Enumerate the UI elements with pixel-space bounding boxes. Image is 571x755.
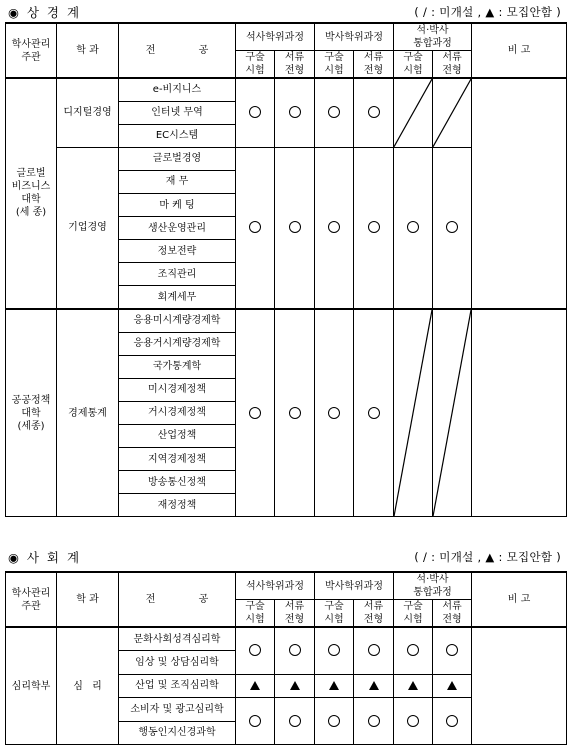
header-docs: 서류 전형 bbox=[275, 51, 315, 79]
triangle-mark-icon bbox=[369, 681, 379, 690]
mark-cell bbox=[354, 147, 394, 309]
mark-cell bbox=[236, 674, 275, 698]
mark-cell bbox=[394, 147, 433, 309]
slash-mark-icon bbox=[394, 310, 432, 516]
circle-mark-icon bbox=[368, 221, 380, 233]
major-cell: 문화사회성격심리학 bbox=[119, 627, 236, 651]
header-remarks: 비 고 bbox=[472, 23, 567, 78]
mark-cell bbox=[236, 309, 275, 517]
header-docs: 서류 전형 bbox=[354, 600, 394, 628]
mark-cell bbox=[236, 627, 275, 674]
major-cell: 산업 및 조직심리학 bbox=[119, 674, 236, 698]
mark-cell bbox=[354, 309, 394, 517]
dept-cell: 디지털경영 bbox=[57, 78, 119, 147]
circle-mark-icon bbox=[368, 407, 380, 419]
mark-cell bbox=[394, 674, 433, 698]
circle-mark-icon bbox=[289, 715, 301, 727]
header-oral: 구술 시험 bbox=[394, 600, 433, 628]
major-cell: 조직관리 bbox=[119, 263, 236, 286]
remarks-cell bbox=[472, 78, 567, 309]
mark-cell bbox=[315, 78, 354, 147]
org-cell: 공공정책 대학 (세종) bbox=[6, 309, 57, 517]
mark-cell bbox=[315, 674, 354, 698]
header-oral: 구술 시험 bbox=[315, 600, 354, 628]
major-cell: 마 케 팅 bbox=[119, 193, 236, 216]
header-dept: 학 과 bbox=[57, 23, 119, 78]
major-cell: 정보전략 bbox=[119, 240, 236, 263]
mark-cell bbox=[275, 78, 315, 147]
circle-mark-icon bbox=[328, 407, 340, 419]
mark-cell bbox=[354, 627, 394, 674]
org-cell: 글로벌 비즈니스 대학 (세 종) bbox=[6, 78, 57, 309]
header-oral: 구술 시험 bbox=[236, 600, 275, 628]
mark-cell bbox=[315, 147, 354, 309]
header-oral: 구술 시험 bbox=[315, 51, 354, 79]
triangle-mark-icon bbox=[447, 681, 457, 690]
header-org: 학사관리 주관 bbox=[6, 23, 57, 78]
mark-cell bbox=[433, 78, 472, 147]
circle-mark-icon bbox=[328, 106, 340, 118]
social-table bbox=[5, 571, 567, 745]
major-cell: 방송통신정책 bbox=[119, 471, 236, 494]
table-row bbox=[6, 309, 567, 332]
mark-cell bbox=[433, 674, 472, 698]
major-cell: EC시스템 bbox=[119, 124, 236, 147]
header-oral: 구술 시험 bbox=[394, 51, 433, 79]
header-masters: 석사학위과정 bbox=[236, 23, 315, 51]
mark-cell bbox=[354, 698, 394, 745]
major-cell: e-비지니스 bbox=[119, 78, 236, 101]
header-row bbox=[6, 572, 567, 600]
major-cell: 미시경제정책 bbox=[119, 378, 236, 401]
major-cell: 글로벌경영 bbox=[119, 147, 236, 170]
org-cell: 심리학부 bbox=[6, 627, 57, 745]
circle-mark-icon bbox=[328, 715, 340, 727]
section-title-commerce: ◉ 상 경 계 bbox=[8, 5, 82, 20]
header-major: 전 공 bbox=[119, 23, 236, 78]
circle-mark-icon bbox=[289, 106, 301, 118]
circle-mark-icon bbox=[407, 644, 419, 656]
header-combined: 석·박사 통합과정 bbox=[394, 23, 472, 51]
triangle-mark-icon bbox=[329, 681, 339, 690]
circle-mark-icon bbox=[368, 106, 380, 118]
slash-mark-icon bbox=[433, 310, 471, 516]
triangle-mark-icon bbox=[290, 681, 300, 690]
circle-mark-icon bbox=[249, 644, 261, 656]
mark-cell bbox=[354, 78, 394, 147]
circle-mark-icon bbox=[249, 715, 261, 727]
circle-mark-icon bbox=[407, 715, 419, 727]
mark-cell bbox=[433, 698, 472, 745]
mark-cell bbox=[315, 698, 354, 745]
commerce-table bbox=[5, 22, 567, 517]
triangle-mark-icon bbox=[408, 681, 418, 690]
major-cell: 회계세무 bbox=[119, 286, 236, 309]
circle-mark-icon bbox=[446, 715, 458, 727]
mark-cell bbox=[433, 627, 472, 674]
dept-cell: 경제통계 bbox=[57, 309, 119, 517]
mark-cell bbox=[275, 147, 315, 309]
remarks-cell bbox=[472, 309, 567, 517]
circle-mark-icon bbox=[249, 407, 261, 419]
circle-mark-icon bbox=[446, 644, 458, 656]
section-title-social: ◉ 사 회 계 bbox=[8, 550, 82, 565]
mark-cell bbox=[275, 698, 315, 745]
circle-mark-icon bbox=[446, 221, 458, 233]
header-docs: 서류 전형 bbox=[433, 600, 472, 628]
major-cell: 인터넷 무역 bbox=[119, 101, 236, 124]
mark-cell bbox=[315, 627, 354, 674]
header-doctoral: 박사학위과정 bbox=[315, 572, 394, 600]
header-org: 학사관리 주관 bbox=[6, 572, 57, 627]
remarks-cell bbox=[472, 627, 567, 745]
circle-mark-icon bbox=[289, 407, 301, 419]
mark-cell bbox=[394, 698, 433, 745]
legend-social: ( / : 미개설 , ▲ : 모집안함 ) bbox=[414, 550, 561, 564]
circle-mark-icon bbox=[328, 221, 340, 233]
header-doctoral: 박사학위과정 bbox=[315, 23, 394, 51]
dept-cell: 심 리 bbox=[57, 627, 119, 745]
major-cell: 재정정책 bbox=[119, 494, 236, 517]
mark-cell bbox=[394, 309, 433, 517]
mark-cell bbox=[236, 147, 275, 309]
mark-cell bbox=[275, 309, 315, 517]
circle-mark-icon bbox=[407, 221, 419, 233]
major-cell: 거시경제정책 bbox=[119, 401, 236, 424]
mark-cell bbox=[236, 698, 275, 745]
slash-mark-icon bbox=[433, 79, 471, 147]
mark-cell bbox=[354, 674, 394, 698]
mark-cell bbox=[394, 627, 433, 674]
circle-mark-icon bbox=[289, 221, 301, 233]
header-remarks: 비 고 bbox=[472, 572, 567, 627]
circle-mark-icon bbox=[368, 715, 380, 727]
circle-mark-icon bbox=[249, 221, 261, 233]
mark-cell bbox=[315, 309, 354, 517]
mark-cell bbox=[275, 627, 315, 674]
major-cell: 국가통계학 bbox=[119, 355, 236, 378]
header-dept: 학 과 bbox=[57, 572, 119, 627]
major-cell: 응용미시계량경제학 bbox=[119, 309, 236, 332]
mark-cell bbox=[236, 78, 275, 147]
slash-mark-icon bbox=[394, 79, 432, 147]
major-cell: 지역경제정책 bbox=[119, 448, 236, 471]
header-row bbox=[6, 23, 567, 51]
circle-mark-icon bbox=[328, 644, 340, 656]
major-cell: 생산운영관리 bbox=[119, 217, 236, 240]
header-docs: 서류 전형 bbox=[275, 600, 315, 628]
legend-commerce: ( / : 미개설 , ▲ : 모집안함 ) bbox=[414, 5, 561, 19]
dept-cell: 기업경영 bbox=[57, 147, 119, 309]
header-docs: 서류 전형 bbox=[433, 51, 472, 79]
major-cell: 응용거시계량경제학 bbox=[119, 332, 236, 355]
triangle-mark-icon bbox=[250, 681, 260, 690]
table-row bbox=[6, 78, 567, 101]
circle-mark-icon bbox=[249, 106, 261, 118]
header-masters: 석사학위과정 bbox=[236, 572, 315, 600]
major-cell: 임상 및 상담심리학 bbox=[119, 651, 236, 675]
major-cell: 행동인지신경과학 bbox=[119, 721, 236, 745]
header-major: 전 공 bbox=[119, 572, 236, 627]
header-oral: 구술 시험 bbox=[236, 51, 275, 79]
mark-cell bbox=[275, 674, 315, 698]
major-cell: 소비자 및 광고심리학 bbox=[119, 698, 236, 722]
mark-cell bbox=[433, 147, 472, 309]
mark-cell bbox=[433, 309, 472, 517]
circle-mark-icon bbox=[289, 644, 301, 656]
header-combined: 석·박사 통합과정 bbox=[394, 572, 472, 600]
major-cell: 산업정책 bbox=[119, 424, 236, 447]
table-row bbox=[6, 627, 567, 651]
major-cell: 재 무 bbox=[119, 170, 236, 193]
mark-cell bbox=[394, 78, 433, 147]
circle-mark-icon bbox=[368, 644, 380, 656]
header-docs: 서류 전형 bbox=[354, 51, 394, 79]
